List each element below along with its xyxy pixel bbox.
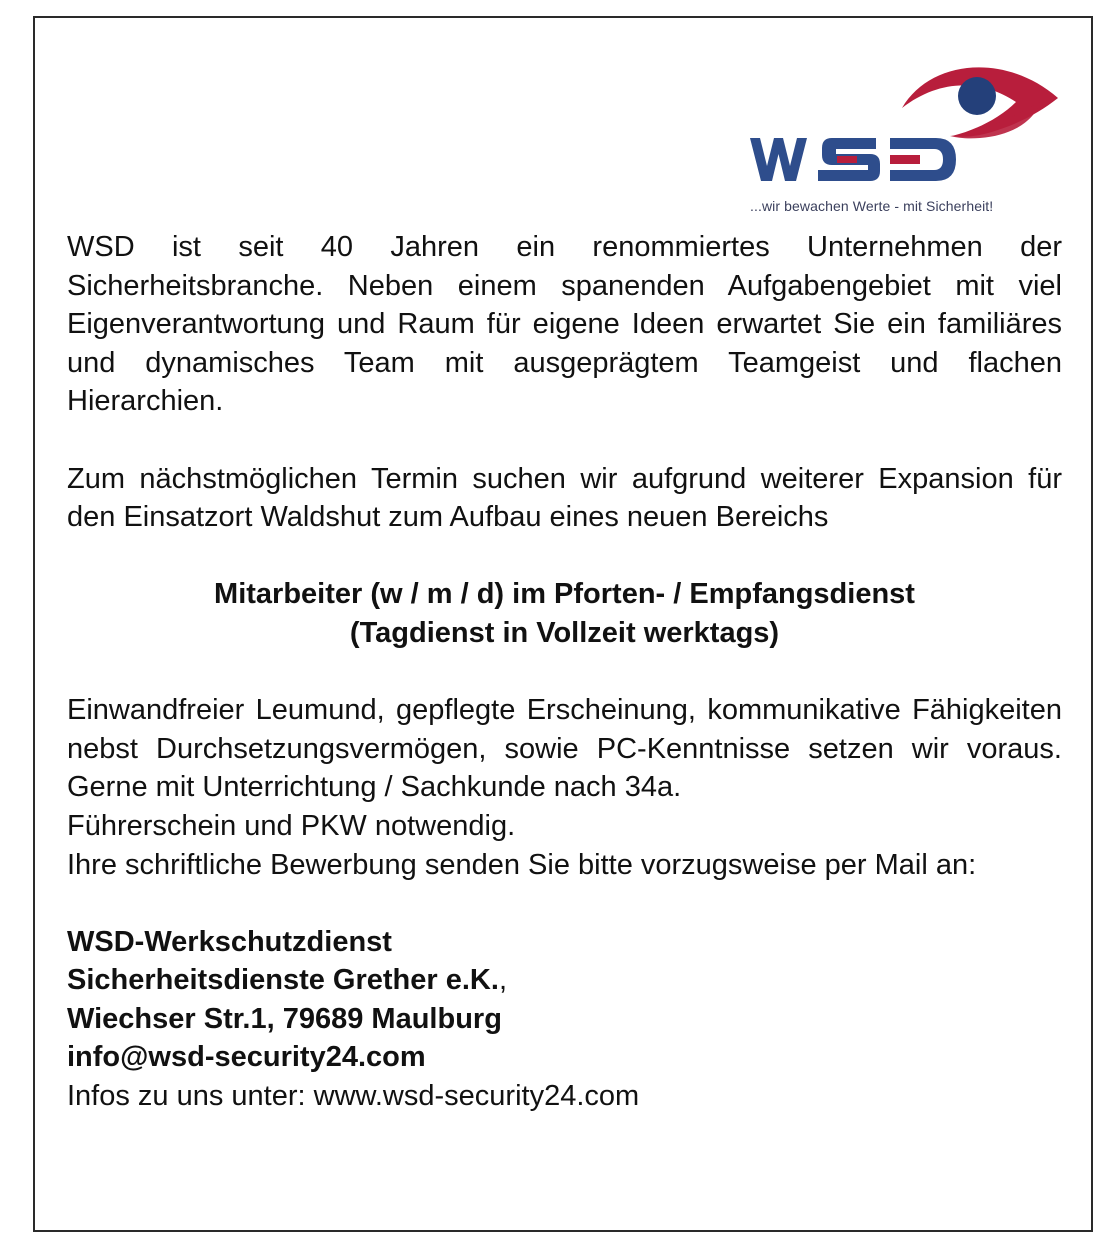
requirements-paragraph: Einwandfreier Leumund, gepflegte Erscheinung, kommunikative Fähigkeiten nebst Durchsetzungsvermögen, sowie PC-Kenntnisse setzen wir voraus. Gerne mit Unterrichtung / Sachkunde nach 34a.: [67, 694, 1062, 804]
eye-iris-icon: [958, 77, 996, 115]
spacer: [67, 421, 1062, 460]
logo-tagline: ...wir bewachen Werte - mit Sicherheit!: [750, 198, 994, 214]
company-address: Wiechser Str.1, 79689 Maulburg: [67, 1002, 502, 1035]
intro-paragraph: WSD ist seit 40 Jahren ein renommiertes Unternehmen der Sicherheitsbranche. Neben einem spanenden Aufgabengebiet mit viel Eigenverantwortung und Raum für eigene Ideen erwartet Sie ein familiäres und dynamisches Team mit ausgeprägtem Teamgeist und flachen Hierarchien.: [67, 231, 1062, 418]
company-logo: [740, 50, 1070, 220]
spacer: [67, 884, 1062, 923]
company-name: WSD-Werkschutzdienst: [67, 925, 392, 958]
position-title-line2: (Tagdienst in Vollzeit werktags): [349, 616, 780, 649]
company-legal-name-comma: ,: [498, 964, 507, 997]
spacer: [67, 653, 1062, 692]
company-legal-name: [67, 961, 1062, 1000]
ad-content: [67, 228, 1062, 1116]
license-note: Führerschein und PKW notwendig.: [67, 809, 516, 842]
website-line[interactable]: Infos zu uns unter: www.wsd-security24.com: [67, 1080, 640, 1113]
spacer: [67, 537, 1062, 576]
company-legal-name-text: Sicherheitsdienste Grether e.K.: [67, 964, 499, 997]
position-title-line1: Mitarbeiter (w / m / d) im Pforten- / Empfangsdienst: [214, 578, 915, 611]
search-paragraph: Zum nächstmöglichen Termin suchen wir aufgrund weiterer Expansion für den Einsatzort Waldshut zum Aufbau eines neuen Bereichs: [67, 462, 1062, 534]
contact-email[interactable]: info@wsd-security24.com: [67, 1041, 426, 1074]
apply-instructions: Ihre schriftliche Bewerbung senden Sie bitte vorzugsweise per Mail an:: [67, 848, 977, 881]
